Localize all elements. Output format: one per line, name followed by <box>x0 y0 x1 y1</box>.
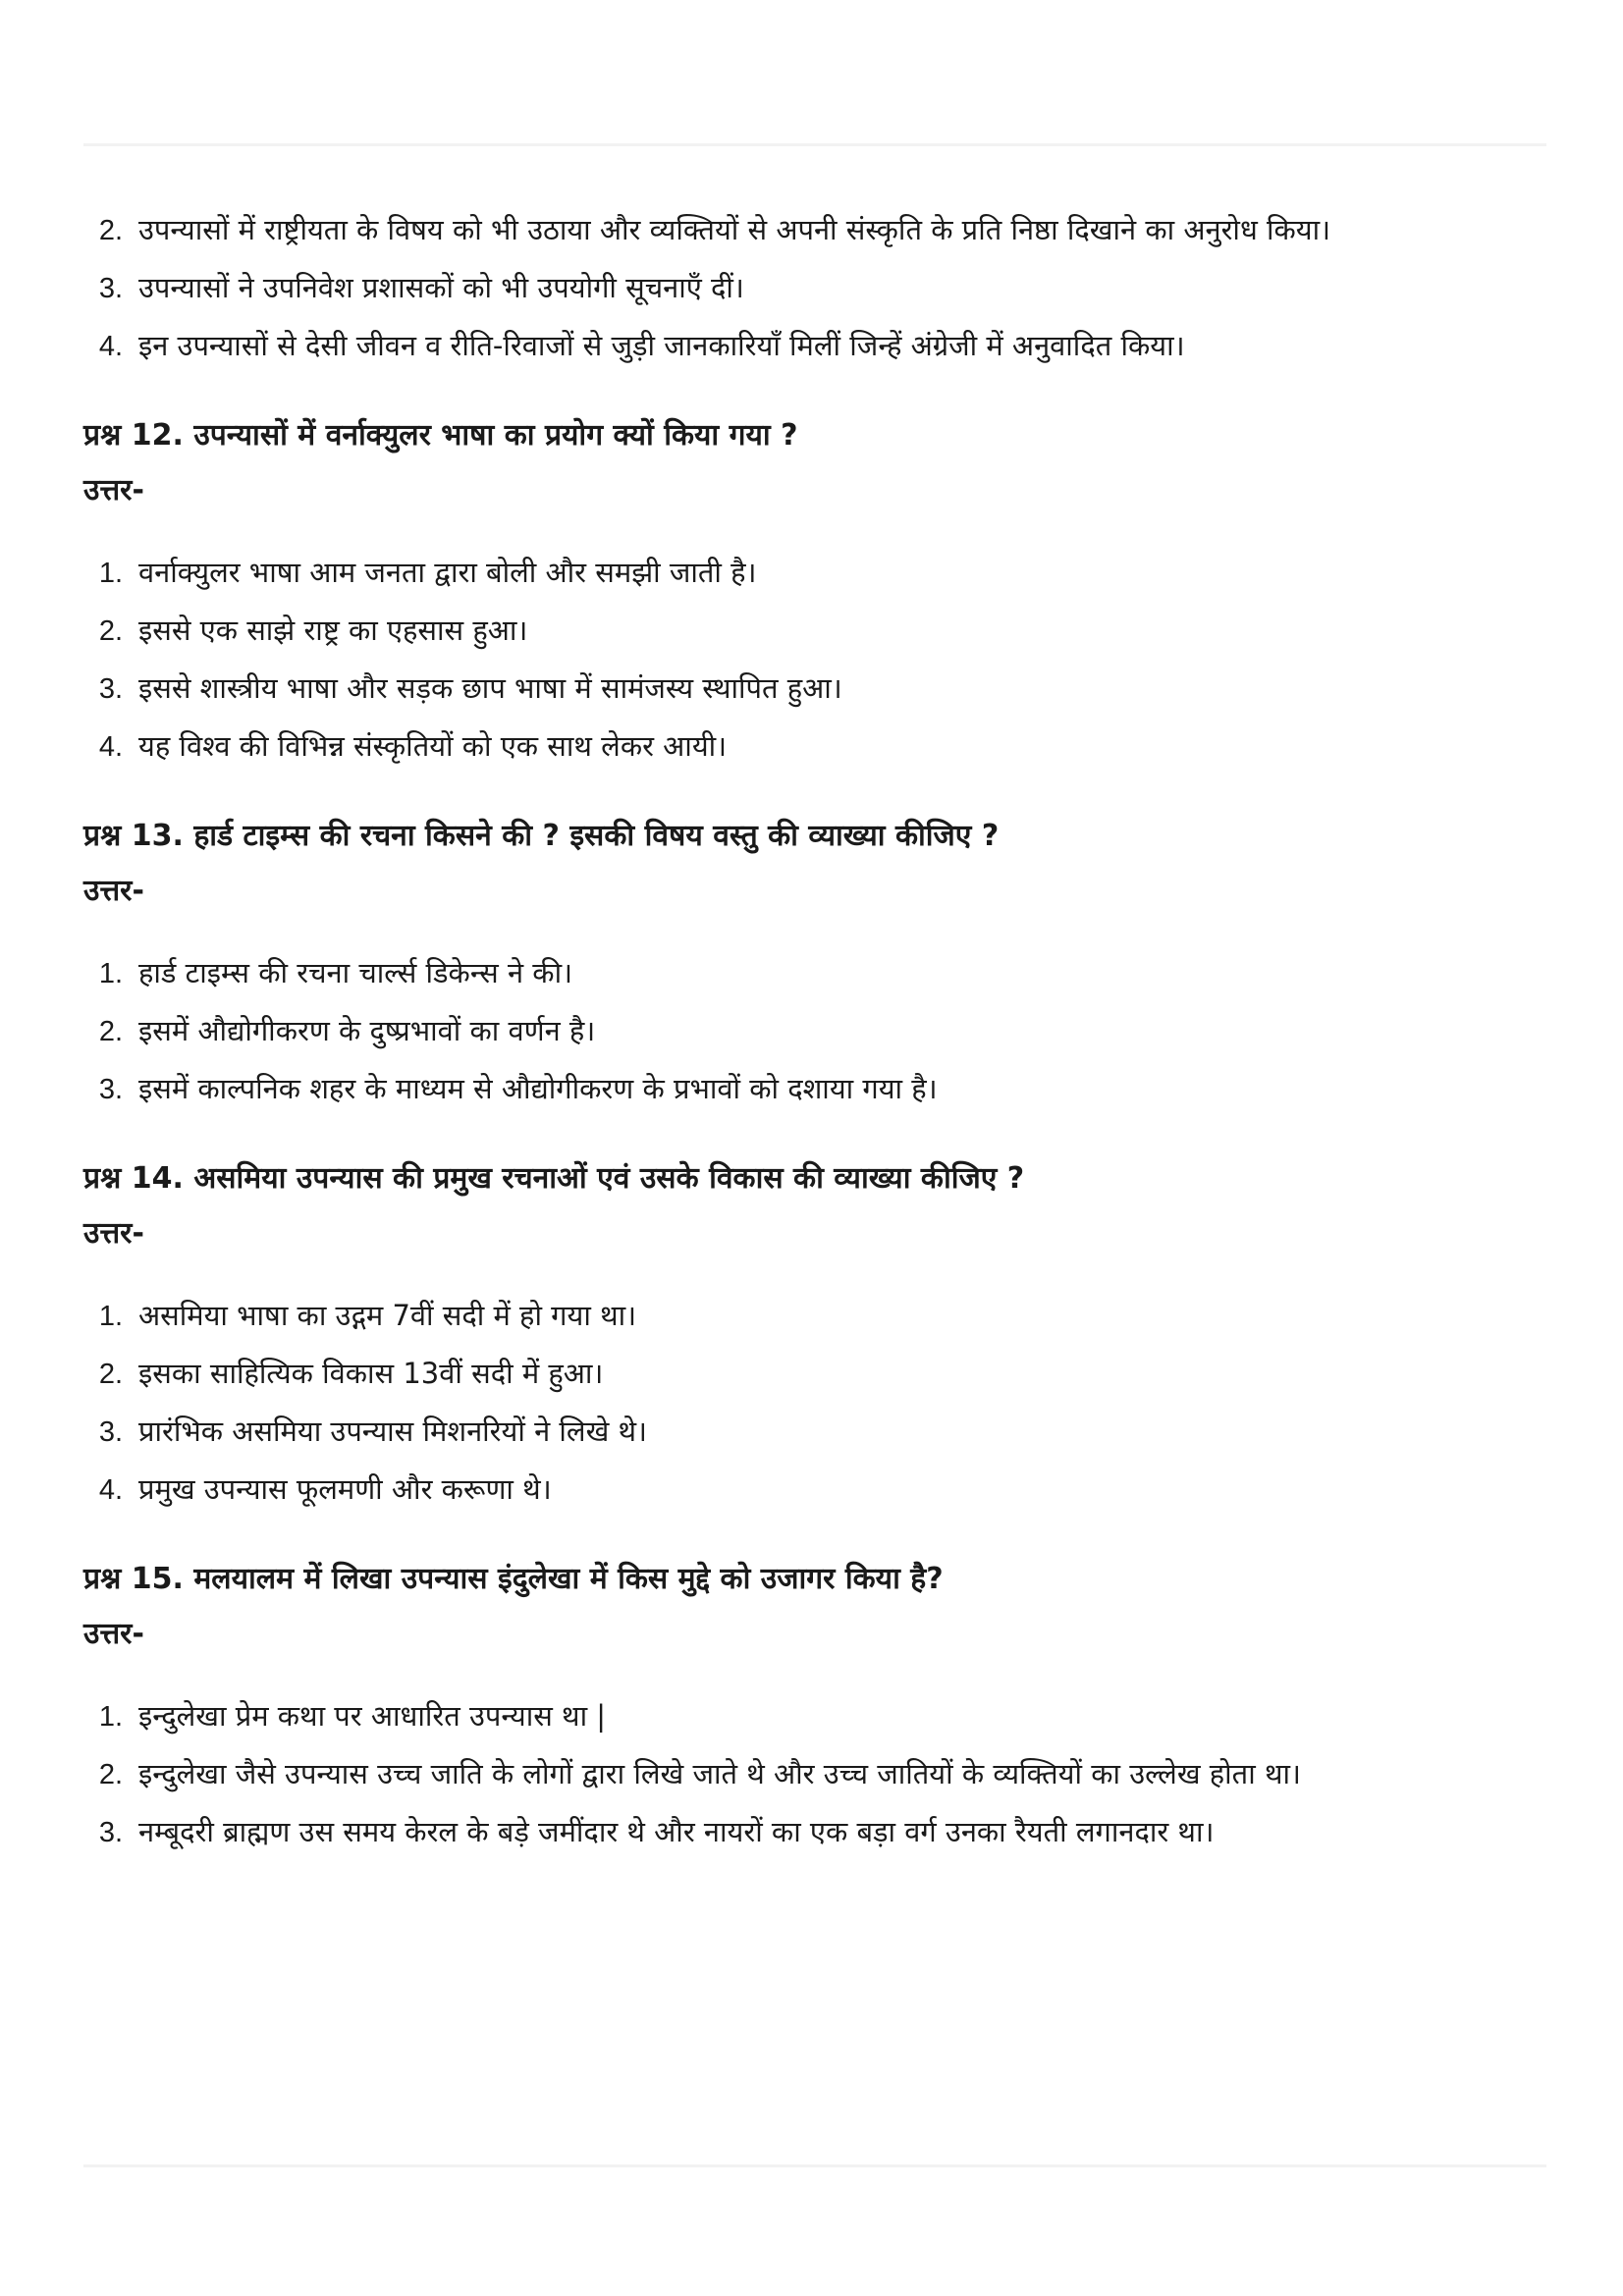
question-block-13 <box>83 815 1556 1118</box>
list-item <box>83 718 1556 775</box>
list-item <box>83 602 1556 660</box>
list-text: असमिया भाषा का उद्गम 7वीं सदी में हो गया था। <box>138 1299 637 1332</box>
question-heading: प्रश्न 14. असमिया उपन्यास की प्रमुख रचनाओं एवं उसके विकास की व्याख्या कीजिए ? <box>83 1161 1025 1196</box>
list-text: नम्बूदरी ब्राह्मण उस समय केरल के बड़े जमींदार थे और नायरों का एक बड़ा वर्ग उनका रैयती लगानदार था। <box>138 1815 1215 1848</box>
list-number: 2. <box>98 1016 123 1047</box>
answer-list <box>83 544 1556 775</box>
answer-list <box>83 1687 1556 1861</box>
list-item <box>83 1745 1556 1803</box>
list-text: इन्दुलेखा जैसे उपन्यास उच्च जाति के लोगों द्वारा लिखे जाते थे और उच्च जातियों के व्यक्तियों का उल्लेख होता था। <box>138 1757 1301 1790</box>
list-item <box>83 944 1556 1002</box>
list-item <box>83 1403 1556 1461</box>
list-text: इन्दुलेखा प्रेम कथा पर आधारित उपन्यास था | <box>138 1699 607 1733</box>
list-text: इसमें काल्पनिक शहर के माध्यम से औद्योगीकरण के प्रभावों को दशाया गया है। <box>138 1072 938 1105</box>
list-item <box>83 317 1556 375</box>
list-number: 3. <box>98 1074 123 1105</box>
list-item <box>83 1461 1556 1519</box>
list-item <box>83 544 1556 602</box>
list-number: 3. <box>98 1416 123 1448</box>
list-item <box>83 1060 1556 1118</box>
list-number: 1. <box>98 558 123 589</box>
answer-label: उत्तर- <box>83 1617 144 1651</box>
list-text: इससे शास्त्रीय भाषा और सड़क छाप भाषा में सामंजस्य स्थापित हुआ। <box>138 671 842 705</box>
list-item <box>83 259 1556 317</box>
list-text: इसका साहित्यिक विकास 13वीं सदी में हुआ। <box>138 1357 604 1390</box>
list-text: इससे एक साझे राष्ट्र का एहसास हुआ। <box>138 614 528 647</box>
document-body <box>83 201 1556 1861</box>
question-block-14 <box>83 1157 1556 1519</box>
question-block-12 <box>83 414 1556 775</box>
list-number: 4. <box>98 731 123 763</box>
list-number: 2. <box>98 215 123 246</box>
list-item <box>83 660 1556 718</box>
question-block-15 <box>83 1558 1556 1861</box>
list-number: 2. <box>98 1759 123 1790</box>
answer-list <box>83 944 1556 1118</box>
answer-label: उत्तर- <box>83 874 144 908</box>
list-number: 3. <box>98 673 123 705</box>
question-heading: प्रश्न 15. मलयालम में लिखा उपन्यास इंदुलेखा में किस मुद्दे को उजागर किया है? <box>83 1562 944 1596</box>
list-text: उपन्यासों में राष्ट्रीयता के विषय को भी उठाया और व्यक्तियों से अपनी संस्कृति के प्रति निष्ठा दिखाने का अनुरोध किया। <box>138 213 1331 246</box>
answer-label: उत्तर- <box>83 1216 144 1251</box>
bottom-divider <box>83 2164 1546 2167</box>
list-number: 1. <box>98 958 123 989</box>
list-item <box>83 1002 1556 1060</box>
list-number: 3. <box>98 1817 123 1848</box>
list-item <box>83 1287 1556 1345</box>
list-text: इसमें औद्योगीकरण के दुष्प्रभावों का वर्णन है। <box>138 1014 596 1047</box>
list-text: प्रारंभिक असमिया उपन्यास मिशनरियों ने लिखे थे। <box>138 1415 648 1448</box>
answer-list <box>83 1287 1556 1519</box>
list-text: इन उपन्यासों से देसी जीवन व रीति-रिवाजों से जुड़ी जानकारियाँ मिलीं जिन्हें अंग्रेजी में अनुवादित किया। <box>138 329 1185 362</box>
list-number: 4. <box>98 331 123 362</box>
list-number: 3. <box>98 273 123 304</box>
list-text: हार्ड टाइम्स की रचना चार्ल्स डिकेन्स ने की। <box>138 956 573 989</box>
question-heading: प्रश्न 13. हार्ड टाइम्स की रचना किसने की ? इसकी विषय वस्तु की व्याख्या कीजिए ? <box>83 819 1000 853</box>
answer-label: उत्तर- <box>83 473 144 507</box>
list-item <box>83 1345 1556 1403</box>
list-number: 2. <box>98 1359 123 1390</box>
list-number: 4. <box>98 1474 123 1506</box>
list-number: 1. <box>98 1701 123 1733</box>
list-text: वर्नाक्युलर भाषा आम जनता द्वारा बोली और समझी जाती है। <box>138 556 757 589</box>
list-number: 2. <box>98 615 123 647</box>
list-text: यह विश्व की विभिन्न संस्कृतियों को एक साथ लेकर आयी। <box>138 729 728 763</box>
top-divider <box>83 143 1546 146</box>
list-item <box>83 201 1556 259</box>
list-text: उपन्यासों ने उपनिवेश प्रशासकों को भी उपयोगी सूचनाएँ दीं। <box>138 271 744 304</box>
continued-answer-list <box>83 201 1556 375</box>
list-item <box>83 1687 1556 1745</box>
list-number: 1. <box>98 1301 123 1332</box>
list-item <box>83 1803 1556 1861</box>
question-heading: प्रश्न 12. उपन्यासों में वर्नाक्युलर भाषा का प्रयोग क्यों किया गया ? <box>83 418 798 453</box>
list-text: प्रमुख उपन्यास फूलमणी और करूणा थे। <box>138 1472 552 1506</box>
